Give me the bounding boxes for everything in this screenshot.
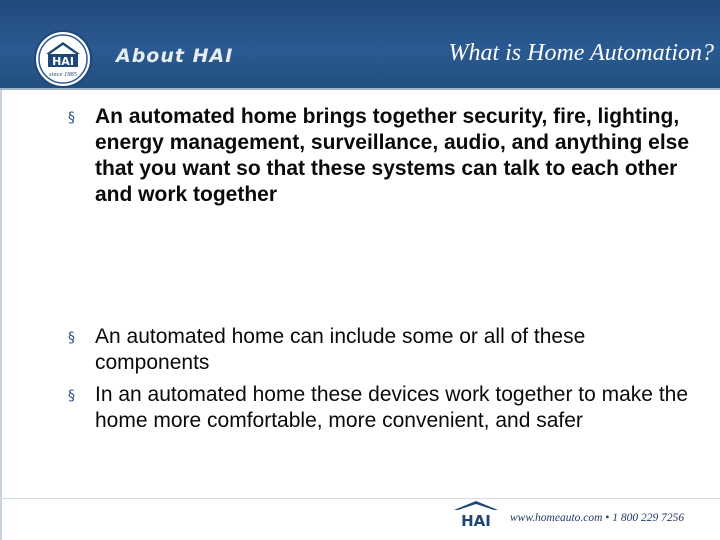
bullet-text-3: In an automated home these devices work together to make the home more comfortable, more convenient, and safer — [95, 383, 689, 432]
svg-text:HAI: HAI — [52, 55, 74, 68]
svg-text:since 1985: since 1985 — [49, 71, 77, 78]
bullet-text-1: An automated home brings together security, fire, lighting, energy management, surveillance, audio, and anything else that you want so that these systems can talk to each other and work together — [95, 105, 690, 206]
bullet-marker: § — [68, 330, 75, 346]
footer-divider — [0, 498, 720, 499]
section-label: About HAI — [116, 45, 234, 67]
svg-text:HAI: HAI — [461, 512, 491, 529]
footer-hai-logo — [450, 499, 502, 529]
hai-seal-logo — [34, 30, 92, 88]
footer-contact: www.homeauto.com • 1 800 229 7256 — [510, 512, 685, 524]
left-frame-line — [0, 90, 2, 540]
header-divider — [0, 88, 720, 90]
slide-title: What is Home Automation? — [448, 40, 714, 66]
bullet-marker: § — [68, 388, 75, 404]
bullet-marker: § — [68, 110, 75, 126]
bullet-text-2: An automated home can include some or all of these components — [95, 325, 586, 374]
